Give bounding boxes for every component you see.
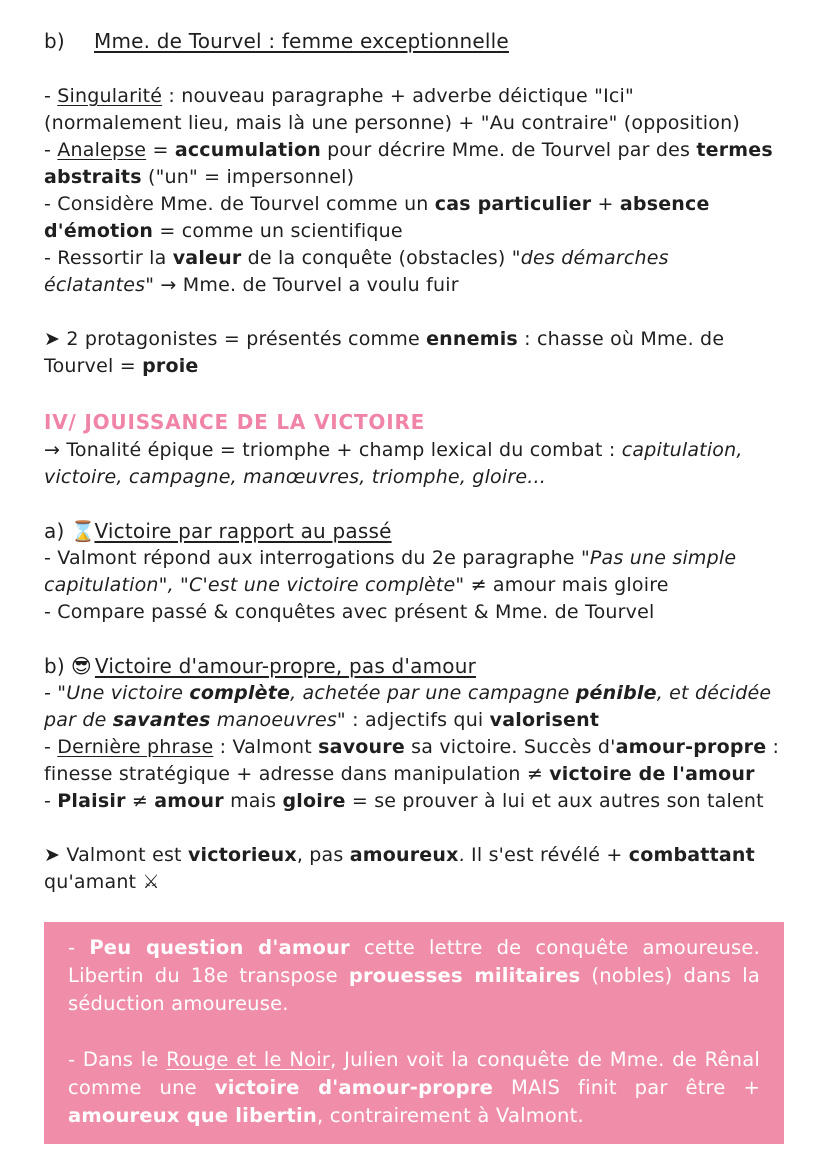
crossed-swords-icon: ⚔ [142,871,160,893]
text-line: - "Une victoire complète, achetée par une campagne pénible, et décidée [44,682,772,704]
callout-paragraph: - Dans le Rouge et le Noir, Julien voit la conquête de Mme. de Rênal comme une victoire d'amour-propre MAIS finit par être + amoureux que libertin, contrairement à Valmont. [68,1048,761,1127]
text-line: victoire, campagne, manœuvres, triomphe, gloire... [44,466,546,488]
text-line: - Analepse = accumulation pour décrire Mme. de Tourvel par des termes [44,139,773,161]
text-line: finesse stratégique + adresse dans manipulation ≠ victoire de l'amour [44,763,755,785]
text-line: → Tonalité épique = triomphe + champ lexical du combat : capitulation, [44,439,743,461]
text-line: - Compare passé & conquêtes avec présent & Mme. de Tourvel [44,601,655,623]
callout-box [44,922,784,1144]
heading-marker: b) [44,654,65,678]
callout-paragraph: - Peu question d'amour cette lettre de conquête amoureuse. Libertin du 18e transpose prouesses militaires (nobles) dans la séduction amoureuse. [68,936,760,1015]
text-line: - Plaisir ≠ amour mais gloire = se prouver à lui et aux autres son talent [44,790,764,812]
heading-marker: a) [44,519,65,543]
heading-b-amour-propre [44,653,794,680]
text-line: éclatantes" → Mme. de Tourvel a voulu fuir [44,274,459,296]
heading-b-tourvel [44,28,794,55]
text-line: - Dernière phrase : Valmont savoure sa victoire. Succès d'amour-propre : [44,736,780,758]
heading-title: Victoire d'amour-propre, pas d'amour [94,654,476,678]
text-line: (normalement lieu, mais là une personne) + "Au contraire" (opposition) [44,112,740,134]
heading-title: Mme. de Tourvel : femme exceptionnelle [94,29,509,53]
sunglasses-face-icon: 😎 [70,654,92,678]
section-title: IV/ JOUISSANCE DE LA VICTOIRE [44,410,426,434]
conclusion-line: ➤ 2 protagonistes = présentés comme ennemis : chasse où Mme. de [44,328,725,350]
heading-title: Victoire par rapport au passé [94,519,392,543]
text-line: - Considère Mme. de Tourvel comme un cas particulier + absence [44,193,710,215]
heading-marker: b) [44,29,65,53]
conclusion-line: ➤ Valmont est victorieux, pas amoureux. Il s'est révélé + combattant [44,844,755,866]
text-line: - Singularité : nouveau paragraphe + adverbe déictique "Ici" [44,85,634,107]
text-line: - Ressortir la valeur de la conquête (obstacles) "des démarches [44,247,669,269]
notes-page [44,28,794,896]
hourglass-icon: ⌛ [70,519,96,543]
text-line: capitulation", "C'est une victoire complète" ≠ amour mais gloire [44,574,669,596]
text-line: d'émotion = comme un scientifique [44,220,403,242]
text-line: par de savantes manoeuvres" : adjectifs qui valorisent [44,709,600,731]
heading-a-victoire-passe [44,518,794,545]
conclusion-line: qu'amant ⚔ [44,871,160,893]
conclusion-line: Tourvel = proie [44,355,199,377]
text-line: - Valmont répond aux interrogations du 2e paragraphe "Pas une simple [44,547,737,569]
text-line: abstraits ("un" = impersonnel) [44,166,355,188]
